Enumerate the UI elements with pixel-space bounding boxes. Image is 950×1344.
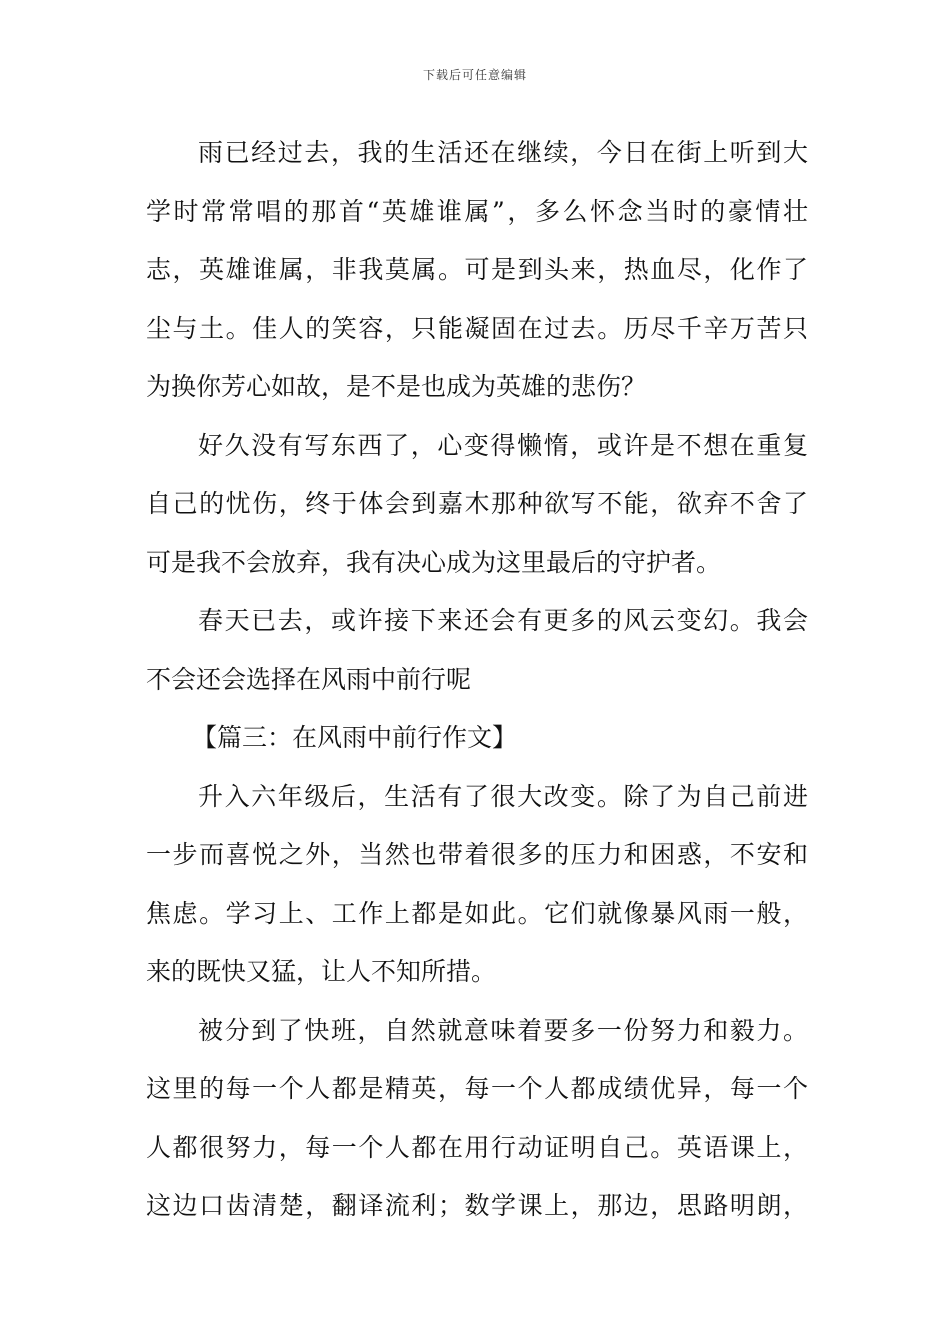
text-line: 为换你芳心如故，是不是也成为英雄的悲伤？: [146, 372, 647, 401]
text-line: 好久没有写东西了，心变得懒惰，或许是不想在重复: [198, 430, 808, 460]
text-line: 志，英雄谁属，非我莫属。可是到头来，热血尽，化作了: [146, 255, 808, 284]
text-line: 尘与土。佳人的笑容，只能凝固在过去。历尽千辛万苦只: [146, 313, 808, 343]
text-line: 焦虑。学习上、工作上都是如此。它们就像暴风雨一般，: [146, 898, 808, 928]
page-header: 下载后可任意编辑: [422, 68, 527, 82]
text-line: 可是我不会放弃，我有决心成为这里最后的守护者。: [146, 547, 722, 577]
text-line: 不会还会选择在风雨中前行呢: [146, 664, 472, 694]
text-line: 一步而喜悦之外，当然也带着很多的压力和困惑，不安和: [146, 840, 808, 869]
text-line: 人都很努力，每一个人都在用行动证明自己。英语课上，: [146, 1132, 808, 1162]
text-line: 来的既快又猛，让人不知所措。: [146, 957, 497, 986]
text-line: 这里的每一个人都是精英，每一个人都成绩优异，每一个: [146, 1074, 808, 1103]
text-line: 这边口齿清楚，翻译流利；数学课上，那边，思路明朗，: [146, 1191, 808, 1220]
text-line: 春天已去，或许接下来还会有更多的风云变幻。我会: [198, 606, 808, 635]
text-line: 自己的忧伤，终于体会到嘉木那种欲写不能，欲弃不舍了: [146, 489, 808, 518]
document-body: [146, 130, 808, 1242]
text-line: 学时常常唱的那首“英雄谁属”，多么怀念当时的豪情壮: [146, 196, 808, 226]
text-line: 升入六年级后，生活有了很大改变。除了为自己前进: [198, 781, 808, 811]
text-line: 被分到了快班，自然就意味着要多一份努力和毅力。: [198, 1015, 808, 1045]
text-line: 雨已经过去，我的生活还在继续，今日在街上听到大: [198, 138, 808, 167]
section-heading: 【篇三：在风雨中前行作文】: [192, 723, 518, 752]
